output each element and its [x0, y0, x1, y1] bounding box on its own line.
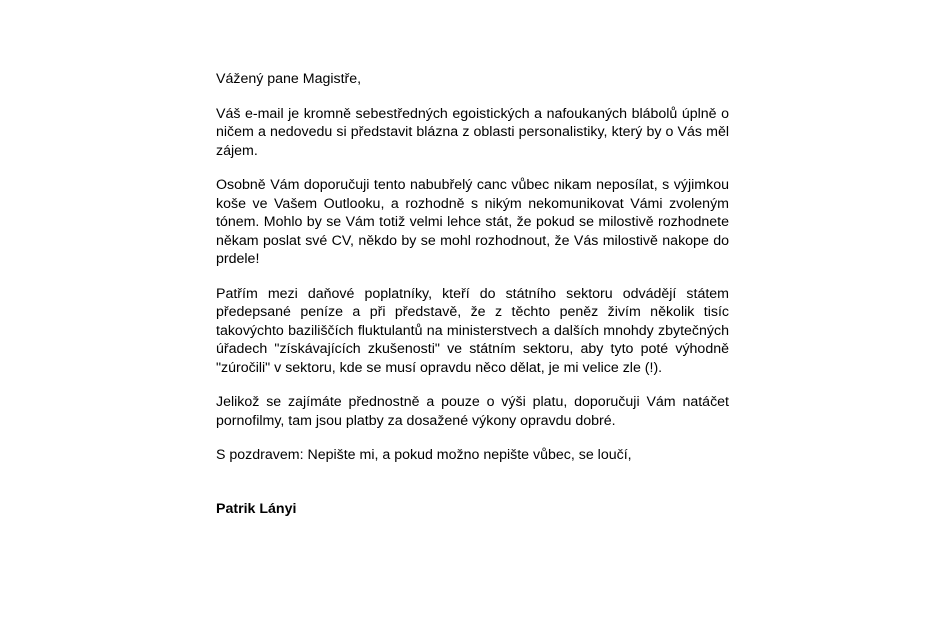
letter-paragraph: Patřím mezi daňové poplatníky, kteří do státního sektoru odvádějí státem předepsané peníze a při představě, že z těchto peněz živím několik tisíc takovýchto baziliščích fluktulantů na ministerstvech a dalších mnohdy zbytečných úřadech "získávajících zkušenosti" ve státním sektoru, aby tyto poté výhodně "zúročili" v sektoru, kde se musí opravdu něco dělat, je mi velice zle (!). — [216, 285, 729, 376]
letter-paragraph: Osobně Vám doporučuji tento nabubřelý canc vůbec nikam neposílat, s výjimkou koše ve Vašem Outlooku, a rozhodně s nikým nekomunikovat Vámi zvoleným tónem. Mohlo by se Vám totiž velmi lehce stát, že pokud se milostivě rozhodnete někam poslat své CV, někdo by se mohl rozhodnout, že Vás milostivě nakope do prdele! — [216, 177, 729, 267]
letter-paragraph: Váš e-mail je kromně sebestředných egoistických a nafoukaných blábolů úplně o ničem a nedovedu si představit blázna z oblasti personalistiky, který by o Vás měl zájem. — [216, 105, 729, 159]
letter-paragraph: Jelikož se zajímáte přednostně a pouze o výši platu, doporučuji Vám natáčet pornofilmy, tam jsou platby za dosažené výkony opravdu dobré. — [216, 394, 729, 429]
letter-closing: S pozdravem: Nepište mi, a pokud možno nepište vůbec, se loučí, — [216, 447, 632, 463]
letter-body — [216, 70, 729, 518]
letter-signature: Patrik Lányi — [216, 500, 297, 517]
letter-greeting: Vážený pane Magistře, — [216, 71, 362, 87]
